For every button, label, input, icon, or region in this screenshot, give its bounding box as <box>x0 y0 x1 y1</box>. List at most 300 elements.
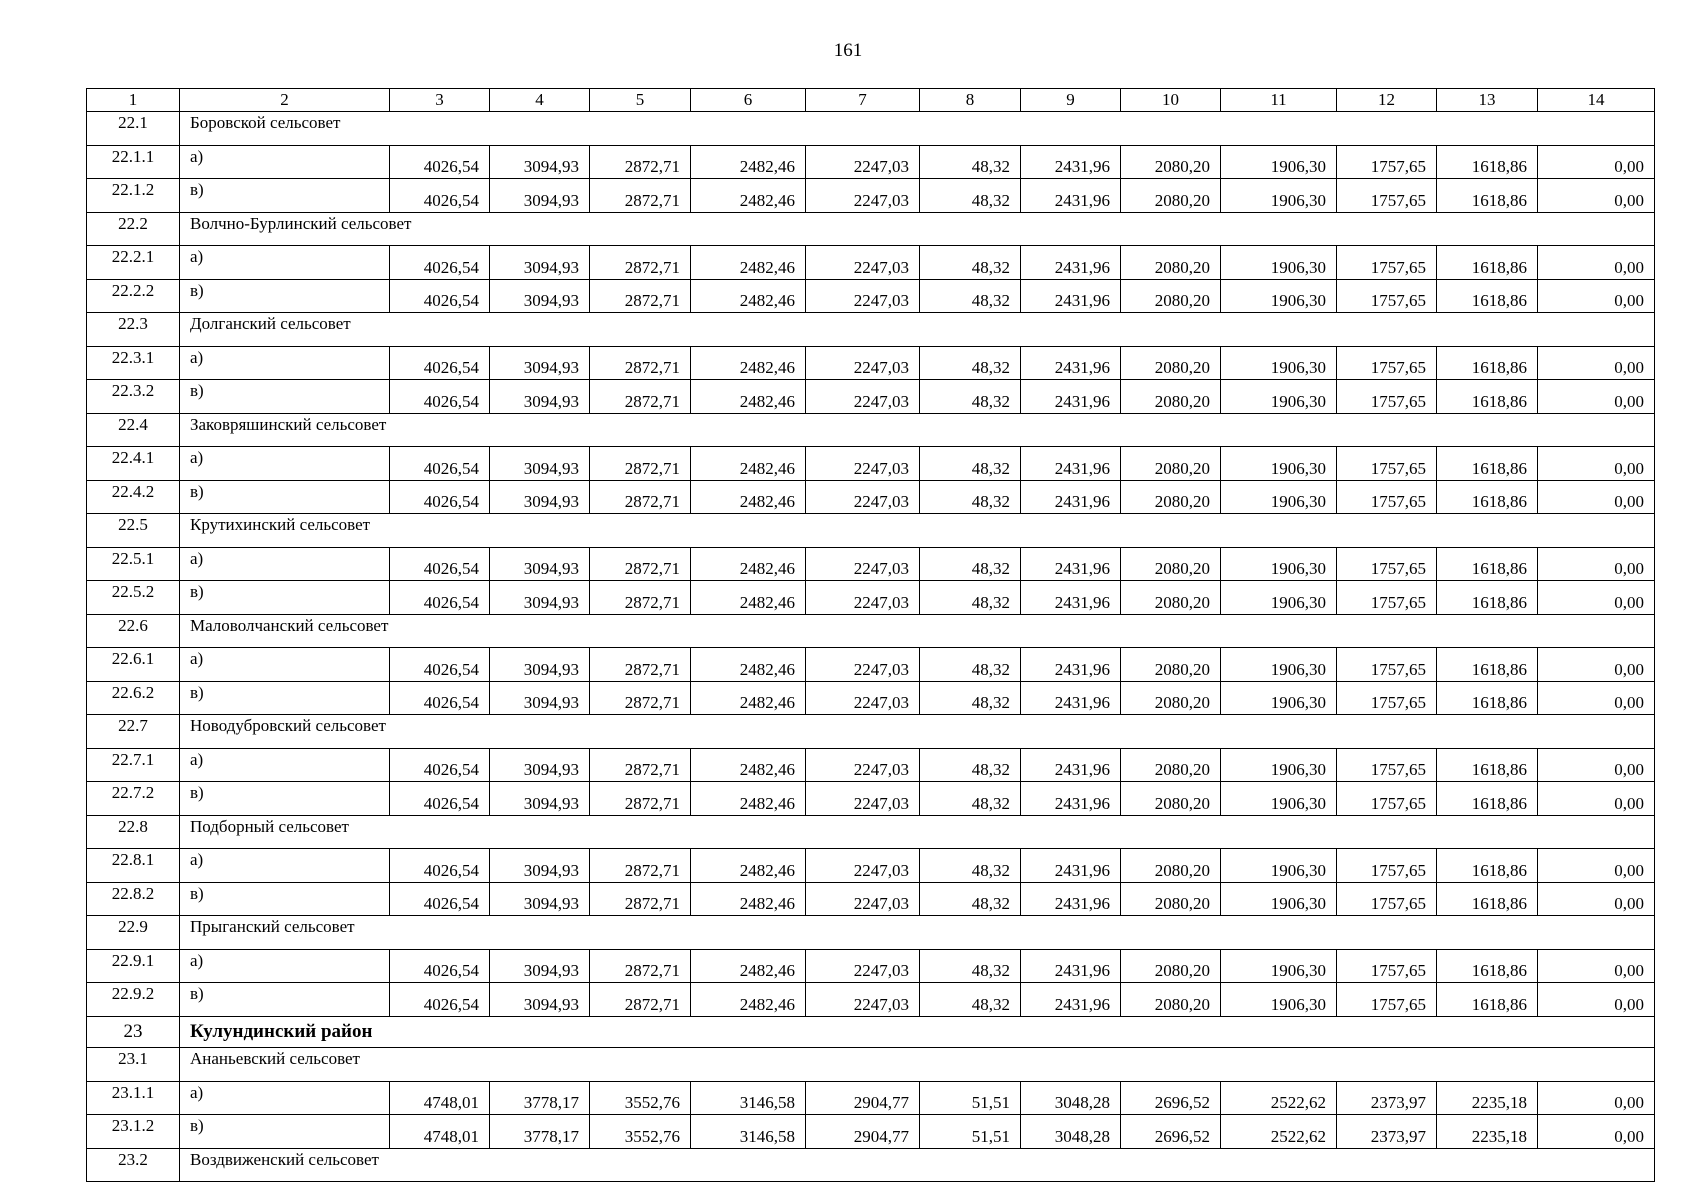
value-cell: 2482,46 <box>691 480 806 514</box>
value-cell: 2872,71 <box>590 782 691 816</box>
value-cell: 4026,54 <box>390 380 490 414</box>
value-cell: 4026,54 <box>390 849 490 883</box>
value-cell: 48,32 <box>920 346 1021 380</box>
value-cell: 2247,03 <box>806 748 920 782</box>
value-cell: 1618,86 <box>1437 447 1538 481</box>
value-cell: 1757,65 <box>1337 748 1437 782</box>
value-cell: 2431,96 <box>1021 279 1121 313</box>
value-cell: 48,32 <box>920 480 1021 514</box>
value-cell: 2080,20 <box>1121 346 1221 380</box>
value-cell: 4026,54 <box>390 179 490 213</box>
row-label: в) <box>180 983 390 1017</box>
value-cell: 2482,46 <box>691 782 806 816</box>
value-cell: 3094,93 <box>490 648 590 682</box>
table-row <box>87 983 1655 1017</box>
value-cell: 1906,30 <box>1221 145 1337 179</box>
row-label: в) <box>180 581 390 615</box>
value-cell: 3094,93 <box>490 447 590 481</box>
row-label: а) <box>180 346 390 380</box>
section-row <box>87 916 1655 950</box>
value-cell: 2904,77 <box>806 1115 920 1149</box>
row-label: а) <box>180 447 390 481</box>
value-cell: 1618,86 <box>1437 648 1538 682</box>
value-cell: 48,32 <box>920 882 1021 916</box>
value-cell: 3094,93 <box>490 179 590 213</box>
value-cell: 48,32 <box>920 782 1021 816</box>
value-cell: 3094,93 <box>490 849 590 883</box>
value-cell: 2080,20 <box>1121 279 1221 313</box>
value-cell: 3094,93 <box>490 145 590 179</box>
table-row <box>87 782 1655 816</box>
value-cell: 2482,46 <box>691 983 806 1017</box>
section-name: Маловолчанский сельсовет <box>180 614 1655 648</box>
section-row <box>87 413 1655 447</box>
value-cell: 2247,03 <box>806 849 920 883</box>
value-cell: 2482,46 <box>691 346 806 380</box>
value-cell: 2522,62 <box>1221 1115 1337 1149</box>
value-cell: 2247,03 <box>806 145 920 179</box>
value-cell: 48,32 <box>920 380 1021 414</box>
value-cell: 2247,03 <box>806 949 920 983</box>
value-cell: 0,00 <box>1538 179 1655 213</box>
value-cell: 1757,65 <box>1337 547 1437 581</box>
row-label: в) <box>180 681 390 715</box>
value-cell: 1618,86 <box>1437 581 1538 615</box>
value-cell: 48,32 <box>920 246 1021 280</box>
section-name: Воздвиженский сельсовет <box>180 1148 1655 1182</box>
row-index: 22.3.1 <box>87 346 180 380</box>
value-cell: 2080,20 <box>1121 983 1221 1017</box>
section-row <box>87 715 1655 749</box>
value-cell: 0,00 <box>1538 1081 1655 1115</box>
table-row <box>87 145 1655 179</box>
table-row <box>87 279 1655 313</box>
row-index: 22.4 <box>87 413 180 447</box>
section-name: Новодубровский сельсовет <box>180 715 1655 749</box>
value-cell: 3094,93 <box>490 949 590 983</box>
value-cell: 1906,30 <box>1221 882 1337 916</box>
value-cell: 1906,30 <box>1221 547 1337 581</box>
table-row <box>87 447 1655 481</box>
value-cell: 2482,46 <box>691 447 806 481</box>
row-index: 22.5.2 <box>87 581 180 615</box>
value-cell: 0,00 <box>1538 1115 1655 1149</box>
value-cell: 1906,30 <box>1221 949 1337 983</box>
value-cell: 2247,03 <box>806 480 920 514</box>
value-cell: 2080,20 <box>1121 480 1221 514</box>
value-cell: 1618,86 <box>1437 849 1538 883</box>
table-row <box>87 1081 1655 1115</box>
value-cell: 2872,71 <box>590 246 691 280</box>
value-cell: 48,32 <box>920 748 1021 782</box>
value-cell: 48,32 <box>920 581 1021 615</box>
value-cell: 2872,71 <box>590 447 691 481</box>
value-cell: 51,51 <box>920 1115 1021 1149</box>
value-cell: 1757,65 <box>1337 949 1437 983</box>
value-cell: 2080,20 <box>1121 782 1221 816</box>
row-label: а) <box>180 547 390 581</box>
value-cell: 2872,71 <box>590 346 691 380</box>
value-cell: 2482,46 <box>691 882 806 916</box>
row-index: 22.1 <box>87 112 180 146</box>
value-cell: 2080,20 <box>1121 949 1221 983</box>
value-cell: 0,00 <box>1538 648 1655 682</box>
value-cell: 3094,93 <box>490 782 590 816</box>
value-cell: 1906,30 <box>1221 447 1337 481</box>
value-cell: 2080,20 <box>1121 547 1221 581</box>
value-cell: 3094,93 <box>490 547 590 581</box>
value-cell: 1906,30 <box>1221 346 1337 380</box>
value-cell: 2872,71 <box>590 949 691 983</box>
value-cell: 0,00 <box>1538 480 1655 514</box>
value-cell: 2482,46 <box>691 246 806 280</box>
value-cell: 1906,30 <box>1221 681 1337 715</box>
table-row <box>87 849 1655 883</box>
district-row <box>87 1016 1655 1048</box>
value-cell: 3778,17 <box>490 1081 590 1115</box>
value-cell: 4026,54 <box>390 681 490 715</box>
value-cell: 3094,93 <box>490 480 590 514</box>
value-cell: 1757,65 <box>1337 849 1437 883</box>
value-cell: 3094,93 <box>490 983 590 1017</box>
value-cell: 2482,46 <box>691 748 806 782</box>
value-cell: 0,00 <box>1538 547 1655 581</box>
value-cell: 2872,71 <box>590 279 691 313</box>
value-cell: 3552,76 <box>590 1115 691 1149</box>
value-cell: 2872,71 <box>590 748 691 782</box>
value-cell: 2431,96 <box>1021 648 1121 682</box>
row-label: в) <box>180 882 390 916</box>
value-cell: 2431,96 <box>1021 547 1121 581</box>
value-cell: 2080,20 <box>1121 748 1221 782</box>
value-cell: 0,00 <box>1538 949 1655 983</box>
value-cell: 1618,86 <box>1437 681 1538 715</box>
value-cell: 2431,96 <box>1021 681 1121 715</box>
section-row <box>87 815 1655 849</box>
value-cell: 4026,54 <box>390 279 490 313</box>
value-cell: 2482,46 <box>691 547 806 581</box>
value-cell: 2872,71 <box>590 547 691 581</box>
value-cell: 1618,86 <box>1437 480 1538 514</box>
value-cell: 2247,03 <box>806 380 920 414</box>
value-cell: 48,32 <box>920 145 1021 179</box>
value-cell: 1757,65 <box>1337 782 1437 816</box>
table-row <box>87 882 1655 916</box>
table-row <box>87 480 1655 514</box>
value-cell: 2431,96 <box>1021 346 1121 380</box>
value-cell: 2482,46 <box>691 849 806 883</box>
value-cell: 48,32 <box>920 648 1021 682</box>
value-cell: 1906,30 <box>1221 246 1337 280</box>
row-index: 22.4.2 <box>87 480 180 514</box>
value-cell: 3094,93 <box>490 748 590 782</box>
column-header-14: 14 <box>1538 89 1655 112</box>
value-cell: 1757,65 <box>1337 145 1437 179</box>
value-cell: 2482,46 <box>691 949 806 983</box>
value-cell: 4748,01 <box>390 1115 490 1149</box>
row-index: 22.3.2 <box>87 380 180 414</box>
section-row <box>87 614 1655 648</box>
table-row <box>87 581 1655 615</box>
value-cell: 2696,52 <box>1121 1081 1221 1115</box>
value-cell: 3048,28 <box>1021 1081 1121 1115</box>
section-name: Ананьевский сельсовет <box>180 1048 1655 1082</box>
section-row <box>87 514 1655 548</box>
section-row <box>87 212 1655 246</box>
row-label: а) <box>180 748 390 782</box>
row-label: а) <box>180 648 390 682</box>
value-cell: 0,00 <box>1538 882 1655 916</box>
value-cell: 2872,71 <box>590 581 691 615</box>
column-header-4: 4 <box>490 89 590 112</box>
value-cell: 0,00 <box>1538 748 1655 782</box>
column-header-2: 2 <box>180 89 390 112</box>
table-row <box>87 681 1655 715</box>
value-cell: 1618,86 <box>1437 145 1538 179</box>
value-cell: 48,32 <box>920 279 1021 313</box>
value-cell: 2904,77 <box>806 1081 920 1115</box>
value-cell: 4026,54 <box>390 748 490 782</box>
row-index: 22.8.1 <box>87 849 180 883</box>
value-cell: 2431,96 <box>1021 882 1121 916</box>
row-index: 22.8.2 <box>87 882 180 916</box>
value-cell: 2482,46 <box>691 279 806 313</box>
row-label: в) <box>180 380 390 414</box>
value-cell: 0,00 <box>1538 279 1655 313</box>
table-row <box>87 179 1655 213</box>
value-cell: 4026,54 <box>390 145 490 179</box>
value-cell: 3094,93 <box>490 380 590 414</box>
section-name: Крутихинский сельсовет <box>180 514 1655 548</box>
row-index: 23 <box>87 1016 180 1048</box>
row-index: 22.2.1 <box>87 246 180 280</box>
value-cell: 0,00 <box>1538 145 1655 179</box>
value-cell: 2872,71 <box>590 849 691 883</box>
row-index: 23.1.1 <box>87 1081 180 1115</box>
row-index: 22.5.1 <box>87 547 180 581</box>
value-cell: 2482,46 <box>691 681 806 715</box>
value-cell: 1757,65 <box>1337 480 1437 514</box>
value-cell: 2431,96 <box>1021 849 1121 883</box>
value-cell: 1757,65 <box>1337 246 1437 280</box>
row-index: 22.3 <box>87 313 180 347</box>
value-cell: 2247,03 <box>806 681 920 715</box>
value-cell: 3094,93 <box>490 346 590 380</box>
value-cell: 2872,71 <box>590 983 691 1017</box>
value-cell: 2247,03 <box>806 547 920 581</box>
value-cell: 1757,65 <box>1337 179 1437 213</box>
value-cell: 1906,30 <box>1221 380 1337 414</box>
value-cell: 1906,30 <box>1221 849 1337 883</box>
value-cell: 2431,96 <box>1021 480 1121 514</box>
column-header-3: 3 <box>390 89 490 112</box>
value-cell: 1618,86 <box>1437 983 1538 1017</box>
value-cell: 2872,71 <box>590 648 691 682</box>
column-header-11: 11 <box>1221 89 1337 112</box>
value-cell: 4026,54 <box>390 346 490 380</box>
section-row <box>87 1048 1655 1082</box>
value-cell: 4026,54 <box>390 447 490 481</box>
value-cell: 1757,65 <box>1337 983 1437 1017</box>
row-index: 22.6.2 <box>87 681 180 715</box>
row-index: 22.7 <box>87 715 180 749</box>
column-header-12: 12 <box>1337 89 1437 112</box>
value-cell: 1906,30 <box>1221 480 1337 514</box>
value-cell: 2247,03 <box>806 782 920 816</box>
value-cell: 1906,30 <box>1221 648 1337 682</box>
row-index: 22.8 <box>87 815 180 849</box>
value-cell: 4026,54 <box>390 983 490 1017</box>
row-label: в) <box>180 279 390 313</box>
value-cell: 2431,96 <box>1021 179 1121 213</box>
row-index: 22.5 <box>87 514 180 548</box>
row-label: а) <box>180 849 390 883</box>
value-cell: 48,32 <box>920 949 1021 983</box>
value-cell: 1618,86 <box>1437 547 1538 581</box>
value-cell: 2872,71 <box>590 145 691 179</box>
section-name: Долганский сельсовет <box>180 313 1655 347</box>
row-label: в) <box>180 1115 390 1149</box>
row-index: 23.1.2 <box>87 1115 180 1149</box>
row-index: 22.1.2 <box>87 179 180 213</box>
section-name: Боровской сельсовет <box>180 112 1655 146</box>
value-cell: 0,00 <box>1538 849 1655 883</box>
value-cell: 2080,20 <box>1121 882 1221 916</box>
value-cell: 4748,01 <box>390 1081 490 1115</box>
value-cell: 1618,86 <box>1437 179 1538 213</box>
value-cell: 2235,18 <box>1437 1115 1538 1149</box>
value-cell: 1906,30 <box>1221 748 1337 782</box>
value-cell: 1757,65 <box>1337 681 1437 715</box>
value-cell: 3094,93 <box>490 581 590 615</box>
value-cell: 2080,20 <box>1121 849 1221 883</box>
value-cell: 0,00 <box>1538 581 1655 615</box>
column-header-1: 1 <box>87 89 180 112</box>
value-cell: 4026,54 <box>390 547 490 581</box>
row-index: 22.2.2 <box>87 279 180 313</box>
page-number: 161 <box>833 40 863 61</box>
value-cell: 2522,62 <box>1221 1081 1337 1115</box>
value-cell: 2080,20 <box>1121 380 1221 414</box>
row-label: а) <box>180 145 390 179</box>
value-cell: 3048,28 <box>1021 1115 1121 1149</box>
value-cell: 4026,54 <box>390 581 490 615</box>
value-cell: 2373,97 <box>1337 1081 1437 1115</box>
value-cell: 1618,86 <box>1437 949 1538 983</box>
row-index: 22.6.1 <box>87 648 180 682</box>
value-cell: 2431,96 <box>1021 447 1121 481</box>
row-index: 22.4.1 <box>87 447 180 481</box>
value-cell: 2872,71 <box>590 380 691 414</box>
value-cell: 48,32 <box>920 681 1021 715</box>
value-cell: 2872,71 <box>590 179 691 213</box>
table-row <box>87 346 1655 380</box>
table-row <box>87 380 1655 414</box>
value-cell: 2431,96 <box>1021 949 1121 983</box>
row-index: 22.6 <box>87 614 180 648</box>
district-name: Кулундинский район <box>180 1016 1655 1048</box>
section-row <box>87 112 1655 146</box>
value-cell: 4026,54 <box>390 246 490 280</box>
value-cell: 3146,58 <box>691 1081 806 1115</box>
table-row <box>87 748 1655 782</box>
value-cell: 1618,86 <box>1437 748 1538 782</box>
value-cell: 2247,03 <box>806 447 920 481</box>
value-cell: 0,00 <box>1538 346 1655 380</box>
value-cell: 2080,20 <box>1121 179 1221 213</box>
value-cell: 1906,30 <box>1221 581 1337 615</box>
value-cell: 2247,03 <box>806 179 920 213</box>
table-row <box>87 547 1655 581</box>
value-cell: 51,51 <box>920 1081 1021 1115</box>
value-cell: 2373,97 <box>1337 1115 1437 1149</box>
section-name: Подборный сельсовет <box>180 815 1655 849</box>
row-index: 22.2 <box>87 212 180 246</box>
tariff-table <box>86 88 1655 1182</box>
value-cell: 2482,46 <box>691 581 806 615</box>
value-cell: 2431,96 <box>1021 581 1121 615</box>
row-index: 23.1 <box>87 1048 180 1082</box>
row-index: 22.9 <box>87 916 180 950</box>
value-cell: 2247,03 <box>806 581 920 615</box>
value-cell: 1618,86 <box>1437 782 1538 816</box>
row-index: 22.9.1 <box>87 949 180 983</box>
value-cell: 1757,65 <box>1337 581 1437 615</box>
column-header-8: 8 <box>920 89 1021 112</box>
value-cell: 2080,20 <box>1121 681 1221 715</box>
value-cell: 1906,30 <box>1221 179 1337 213</box>
table-row <box>87 949 1655 983</box>
row-index: 22.9.2 <box>87 983 180 1017</box>
value-cell: 3778,17 <box>490 1115 590 1149</box>
value-cell: 2482,46 <box>691 145 806 179</box>
value-cell: 4026,54 <box>390 882 490 916</box>
value-cell: 3552,76 <box>590 1081 691 1115</box>
value-cell: 2431,96 <box>1021 145 1121 179</box>
section-name: Прыганский сельсовет <box>180 916 1655 950</box>
value-cell: 3094,93 <box>490 681 590 715</box>
value-cell: 2482,46 <box>691 648 806 682</box>
column-header-10: 10 <box>1121 89 1221 112</box>
value-cell: 2431,96 <box>1021 983 1121 1017</box>
value-cell: 1618,86 <box>1437 380 1538 414</box>
value-cell: 0,00 <box>1538 782 1655 816</box>
value-cell: 0,00 <box>1538 681 1655 715</box>
column-header-13: 13 <box>1437 89 1538 112</box>
value-cell: 1906,30 <box>1221 782 1337 816</box>
section-row <box>87 313 1655 347</box>
value-cell: 3146,58 <box>691 1115 806 1149</box>
value-cell: 2247,03 <box>806 983 920 1017</box>
value-cell: 2080,20 <box>1121 581 1221 615</box>
value-cell: 2431,96 <box>1021 748 1121 782</box>
value-cell: 3094,93 <box>490 246 590 280</box>
value-cell: 1618,86 <box>1437 246 1538 280</box>
value-cell: 1618,86 <box>1437 346 1538 380</box>
value-cell: 2872,71 <box>590 480 691 514</box>
row-index: 22.7.2 <box>87 782 180 816</box>
value-cell: 48,32 <box>920 179 1021 213</box>
value-cell: 2247,03 <box>806 279 920 313</box>
value-cell: 2247,03 <box>806 882 920 916</box>
value-cell: 0,00 <box>1538 447 1655 481</box>
value-cell: 48,32 <box>920 447 1021 481</box>
column-header-5: 5 <box>590 89 691 112</box>
value-cell: 2431,96 <box>1021 246 1121 280</box>
value-cell: 0,00 <box>1538 983 1655 1017</box>
value-cell: 1618,86 <box>1437 882 1538 916</box>
value-cell: 1757,65 <box>1337 447 1437 481</box>
